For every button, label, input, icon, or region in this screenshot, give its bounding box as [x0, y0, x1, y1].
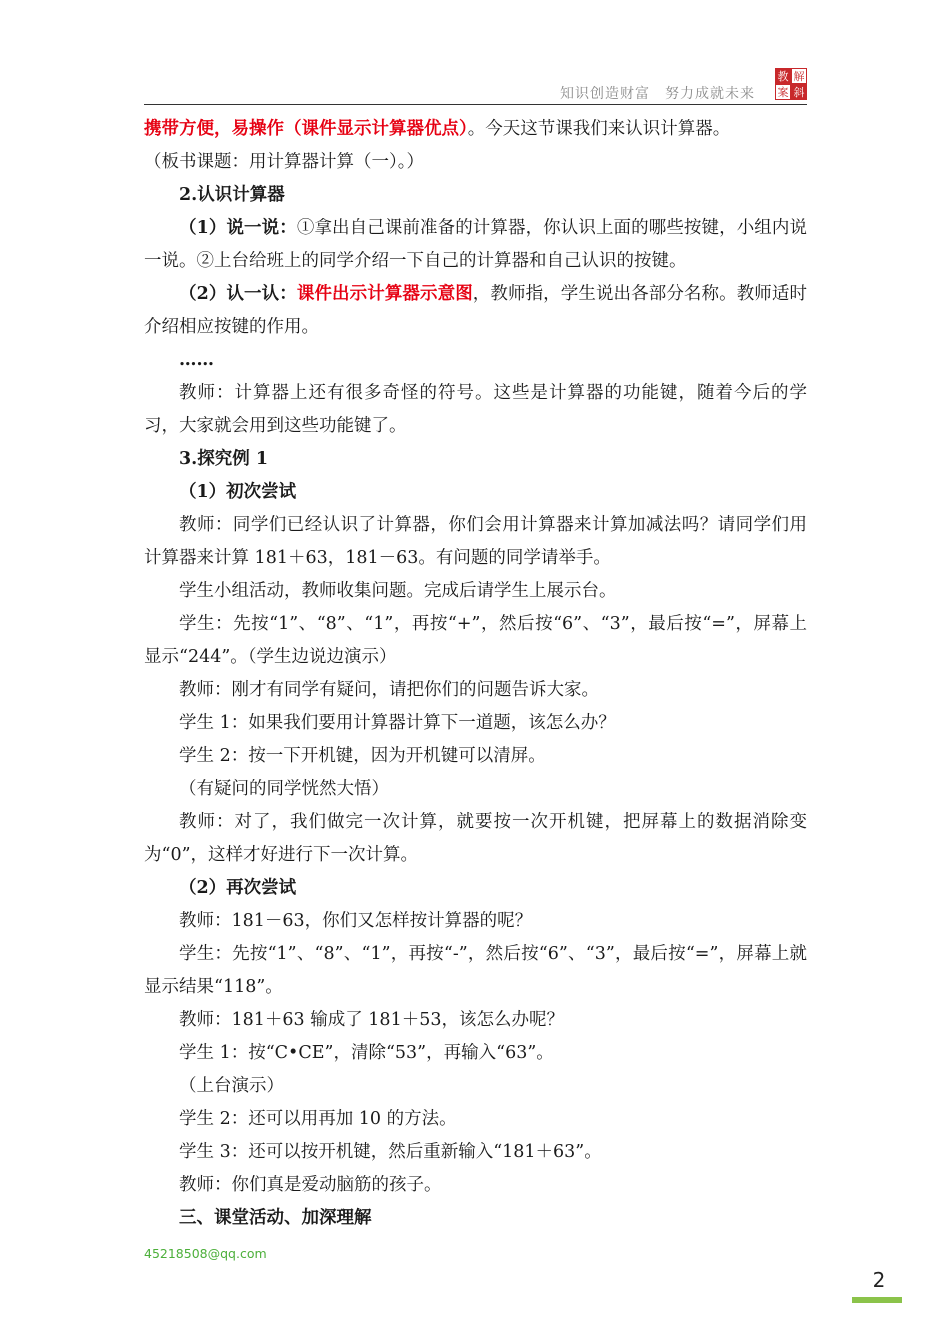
paragraph: 学生 2：还可以用再加 10 的方法。 — [179, 1109, 457, 1129]
section-heading: 3.探究例 1 — [179, 449, 269, 469]
paragraph: （上台演示） — [179, 1076, 284, 1096]
highlight-text: 课件出示计算器示意图 — [296, 284, 473, 304]
paragraph: 学生 2：按一下开机键，因为开机键可以清屏。 — [179, 746, 546, 766]
paragraph: 教师：你们真是爱动脑筋的孩子。 — [179, 1175, 442, 1195]
body-text: ，教师指，学生说出各部分名称。教师适时介绍相应按键的作用。 — [144, 284, 807, 337]
label-text: （1）说一说： — [179, 218, 297, 238]
subsection-heading: （2）再次尝试 — [179, 878, 297, 898]
label-text: （2）认一认： — [179, 284, 297, 304]
section-heading: 三、课堂活动、加深理解 — [179, 1208, 372, 1228]
body-text: 。今天这节课我们来认识计算器。 — [467, 119, 731, 139]
paragraph: （板书课题：用计算器计算（一）。） — [144, 152, 424, 172]
seal-char: 案 — [775, 84, 791, 100]
logo-seal — [775, 68, 807, 100]
header-slogan: 知识创造财富 努力成就未来 — [560, 86, 755, 102]
seal-char: 斜 — [791, 84, 807, 100]
ellipsis: …… — [179, 350, 214, 370]
seal-char: 教 — [775, 68, 791, 84]
paragraph: 教师：计算器上还有很多奇怪的符号。这些是计算器的功能键，随着今后的学习，大家就会用到这些功能键了。 — [144, 383, 807, 436]
paragraph — [144, 113, 807, 146]
paragraph: 学生 1：如果我们要用计算器计算下一道题，该怎么办？ — [179, 713, 616, 733]
paragraph: 教师：同学们已经认识了计算器，你们会用计算器来计算加减法吗？请同学们用计算器来计算 181＋63，181－63。有问题的同学请举手。 — [144, 515, 807, 568]
paragraph: 学生 1：按“C•CE”，清除“53”，再输入“63”。 — [179, 1043, 554, 1063]
document-body — [144, 113, 807, 1235]
subsection-heading: （1）初次尝试 — [179, 482, 297, 502]
body-text: ①拿出自己课前准备的计算器，你认识上面的哪些按键，小组内说一说。②上台给班上的同学介绍一下自己的计算器和自己认识的按键。 — [144, 218, 807, 271]
section-heading: 2.认识计算器 — [179, 185, 285, 205]
footer-email: 45218508@qq.com — [144, 1246, 267, 1261]
page-number: 2 — [872, 1268, 886, 1292]
paragraph: 学生：先按“1”、“8”、“1”，再按“-”，然后按“6”、“3”，最后按“=”，屏幕上就显示结果“118”。 — [144, 944, 807, 997]
highlight-text: 携带方便，易操作（课件显示计算器优点） — [144, 119, 468, 139]
paragraph: 教师：对了，我们做完一次计算，就要按一次开机键，把屏幕上的数据消除变为“0”，这样才好进行下一次计算。 — [144, 812, 807, 865]
header-divider — [144, 104, 807, 105]
paragraph: 教师：181＋63 输成了 181＋53，该怎么办呢？ — [179, 1010, 564, 1030]
paragraph: （有疑问的同学恍然大悟） — [179, 779, 389, 799]
paragraph — [144, 212, 807, 278]
page-header — [144, 66, 807, 104]
paragraph: 学生 3：还可以按开机键，然后重新输入“181＋63”。 — [179, 1142, 602, 1162]
seal-char: 解 — [791, 68, 807, 84]
paragraph: 学生：先按“1”、“8”、“1”，再按“+”，然后按“6”、“3”，最后按“=”，屏幕上显示“244”。（学生边说边演示） — [144, 614, 807, 667]
paragraph: 教师：刚才有同学有疑问，请把你们的问题告诉大家。 — [179, 680, 599, 700]
page-number-bar — [852, 1297, 902, 1303]
paragraph — [144, 278, 807, 344]
paragraph: 教师：181－63，你们又怎样按计算器的呢？ — [179, 911, 533, 931]
paragraph: 学生小组活动，教师收集问题。完成后请学生上展示台。 — [179, 581, 617, 601]
